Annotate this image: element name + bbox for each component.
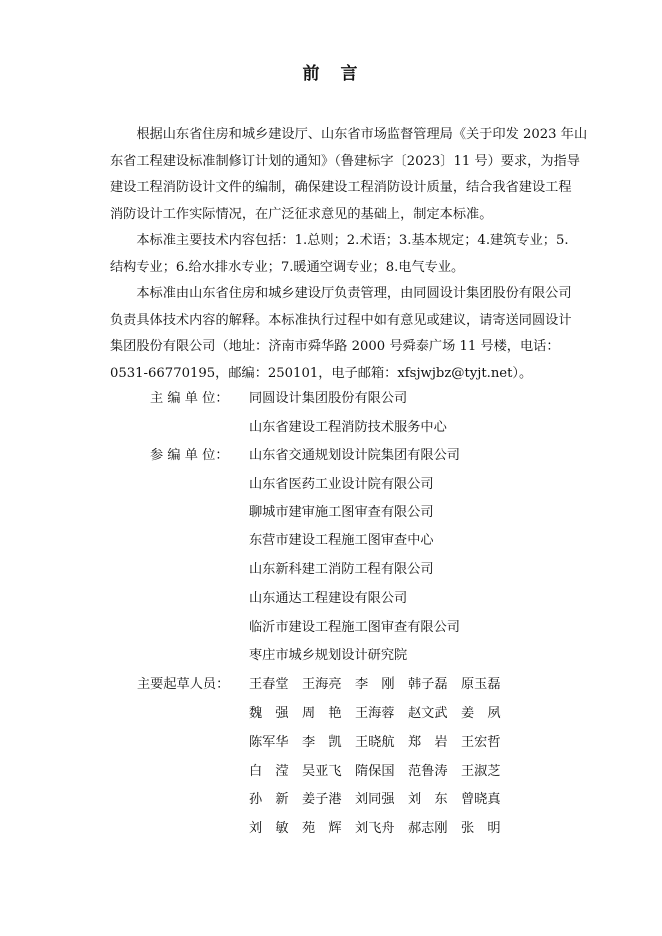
text-line: 0531-66770195，邮编：250101，电子邮箱：xfsjwjbz@tyjt.net）。: [110, 365, 533, 381]
participant-unit: 东营市建设工程施工图审查中心: [249, 533, 434, 548]
drafter-name: 王晓航: [355, 735, 395, 750]
drafter-name: 张 明: [461, 821, 501, 836]
text-line: 本标准主要技术内容包括：1.总则；2.术语；3.基本规定；4.建筑专业；5.: [110, 233, 569, 248]
drafter-name: 王淑芝: [461, 764, 501, 779]
drafter-name: 王春堂: [249, 677, 289, 692]
drafter-name: 李 凯: [302, 735, 342, 750]
drafters-row: [249, 819, 514, 839]
drafter-name: 苑 辉: [302, 821, 342, 836]
participant-unit: 聊城市建审施工图审查有限公司: [249, 505, 434, 520]
drafters-row: [249, 733, 514, 753]
editor-unit-label: 主 编 单 位：: [150, 391, 229, 406]
drafter-name: 王海亮: [302, 677, 342, 692]
preface-paragraph-2: [110, 228, 580, 281]
text-line: 集团股份有限公司（地址：济南市舜华路 2000 号舜泰广场 11 号楼，电话：: [110, 339, 560, 354]
drafters-label: 主要起草人员：: [137, 677, 230, 692]
drafter-name: 姜 夙: [461, 706, 501, 721]
drafter-name: 赵文武: [408, 706, 448, 721]
drafter-name: 王宏哲: [461, 735, 501, 750]
drafter-name: 范鲁涛: [408, 764, 448, 779]
text-line: 建设工程消防设计文件的编制，确保建设工程消防设计质量，结合我省建设工程: [110, 180, 572, 195]
drafter-name: 韩子磊: [408, 677, 448, 692]
drafter-name: 陈军华: [249, 735, 289, 750]
drafter-name: 白 滢: [249, 764, 289, 779]
drafter-name: 周 艳: [302, 706, 342, 721]
drafter-name: 刘 敏: [249, 821, 289, 836]
editor-unit: 同圆设计集团股份有限公司: [249, 391, 408, 406]
drafter-name: 魏 强: [249, 706, 289, 721]
participant-unit: 山东新科建工消防工程有限公司: [249, 562, 434, 577]
drafters-row: [249, 675, 514, 695]
drafter-name: 郑 岩: [408, 735, 448, 750]
drafter-name: 姜子港: [302, 792, 342, 807]
drafter-name: 孙 新: [249, 792, 289, 807]
preface-paragraph-1: [110, 122, 588, 228]
participant-unit: 山东通达工程建设有限公司: [249, 591, 408, 606]
drafters-row: [249, 790, 514, 810]
participant-unit-label: 参 编 单 位：: [150, 448, 229, 463]
text-line: 消防设计工作实际情况，在广泛征求意见的基础上，制定本标准。: [110, 206, 493, 222]
editor-unit: 山东省建设工程消防技术服务中心: [249, 420, 447, 435]
participant-unit: 山东省医药工业设计院有限公司: [249, 477, 434, 492]
text-line: 根据山东省住房和城乡建设厅、山东省市场监督管理局《关于印发 2023 年山: [110, 127, 588, 142]
drafter-name: 王海蓉: [355, 706, 395, 721]
preface-paragraph-3: [110, 281, 580, 387]
text-line: 东省工程建设标准制修订计划的通知》（鲁建标字〔2023〕11 号）要求，为指导: [110, 153, 580, 169]
drafter-name: 曾晓真: [461, 792, 501, 807]
participant-unit: 山东省交通规划设计院集团有限公司: [249, 448, 460, 463]
participant-unit: 临沂市建设工程施工图审查有限公司: [249, 620, 460, 635]
text-line: 结构专业；6.给水排水专业；7.暖通空调专业；8.电气专业。: [110, 259, 465, 275]
participant-unit: 枣庄市城乡规划设计研究院: [249, 648, 408, 663]
drafter-name: 李 刚: [355, 677, 395, 692]
drafter-name: 刘 东: [408, 792, 448, 807]
drafter-name: 原玉磊: [461, 677, 501, 692]
drafter-name: 刘同强: [355, 792, 395, 807]
drafters-row: [249, 704, 514, 724]
text-line: 本标准由山东省住房和城乡建设厅负责管理，由同圆设计集团股份有限公司: [110, 286, 572, 301]
drafter-name: 隋保国: [355, 764, 395, 779]
drafter-name: 刘飞舟: [355, 821, 395, 836]
page-title: 前 言: [302, 64, 360, 84]
drafter-name: 吴亚飞: [302, 764, 342, 779]
drafters-row: [249, 762, 514, 782]
text-line: 负责具体技术内容的解释。本标准执行过程中如有意见或建议，请寄送同圆设计: [110, 312, 572, 328]
drafter-name: 郝志刚: [408, 821, 448, 836]
